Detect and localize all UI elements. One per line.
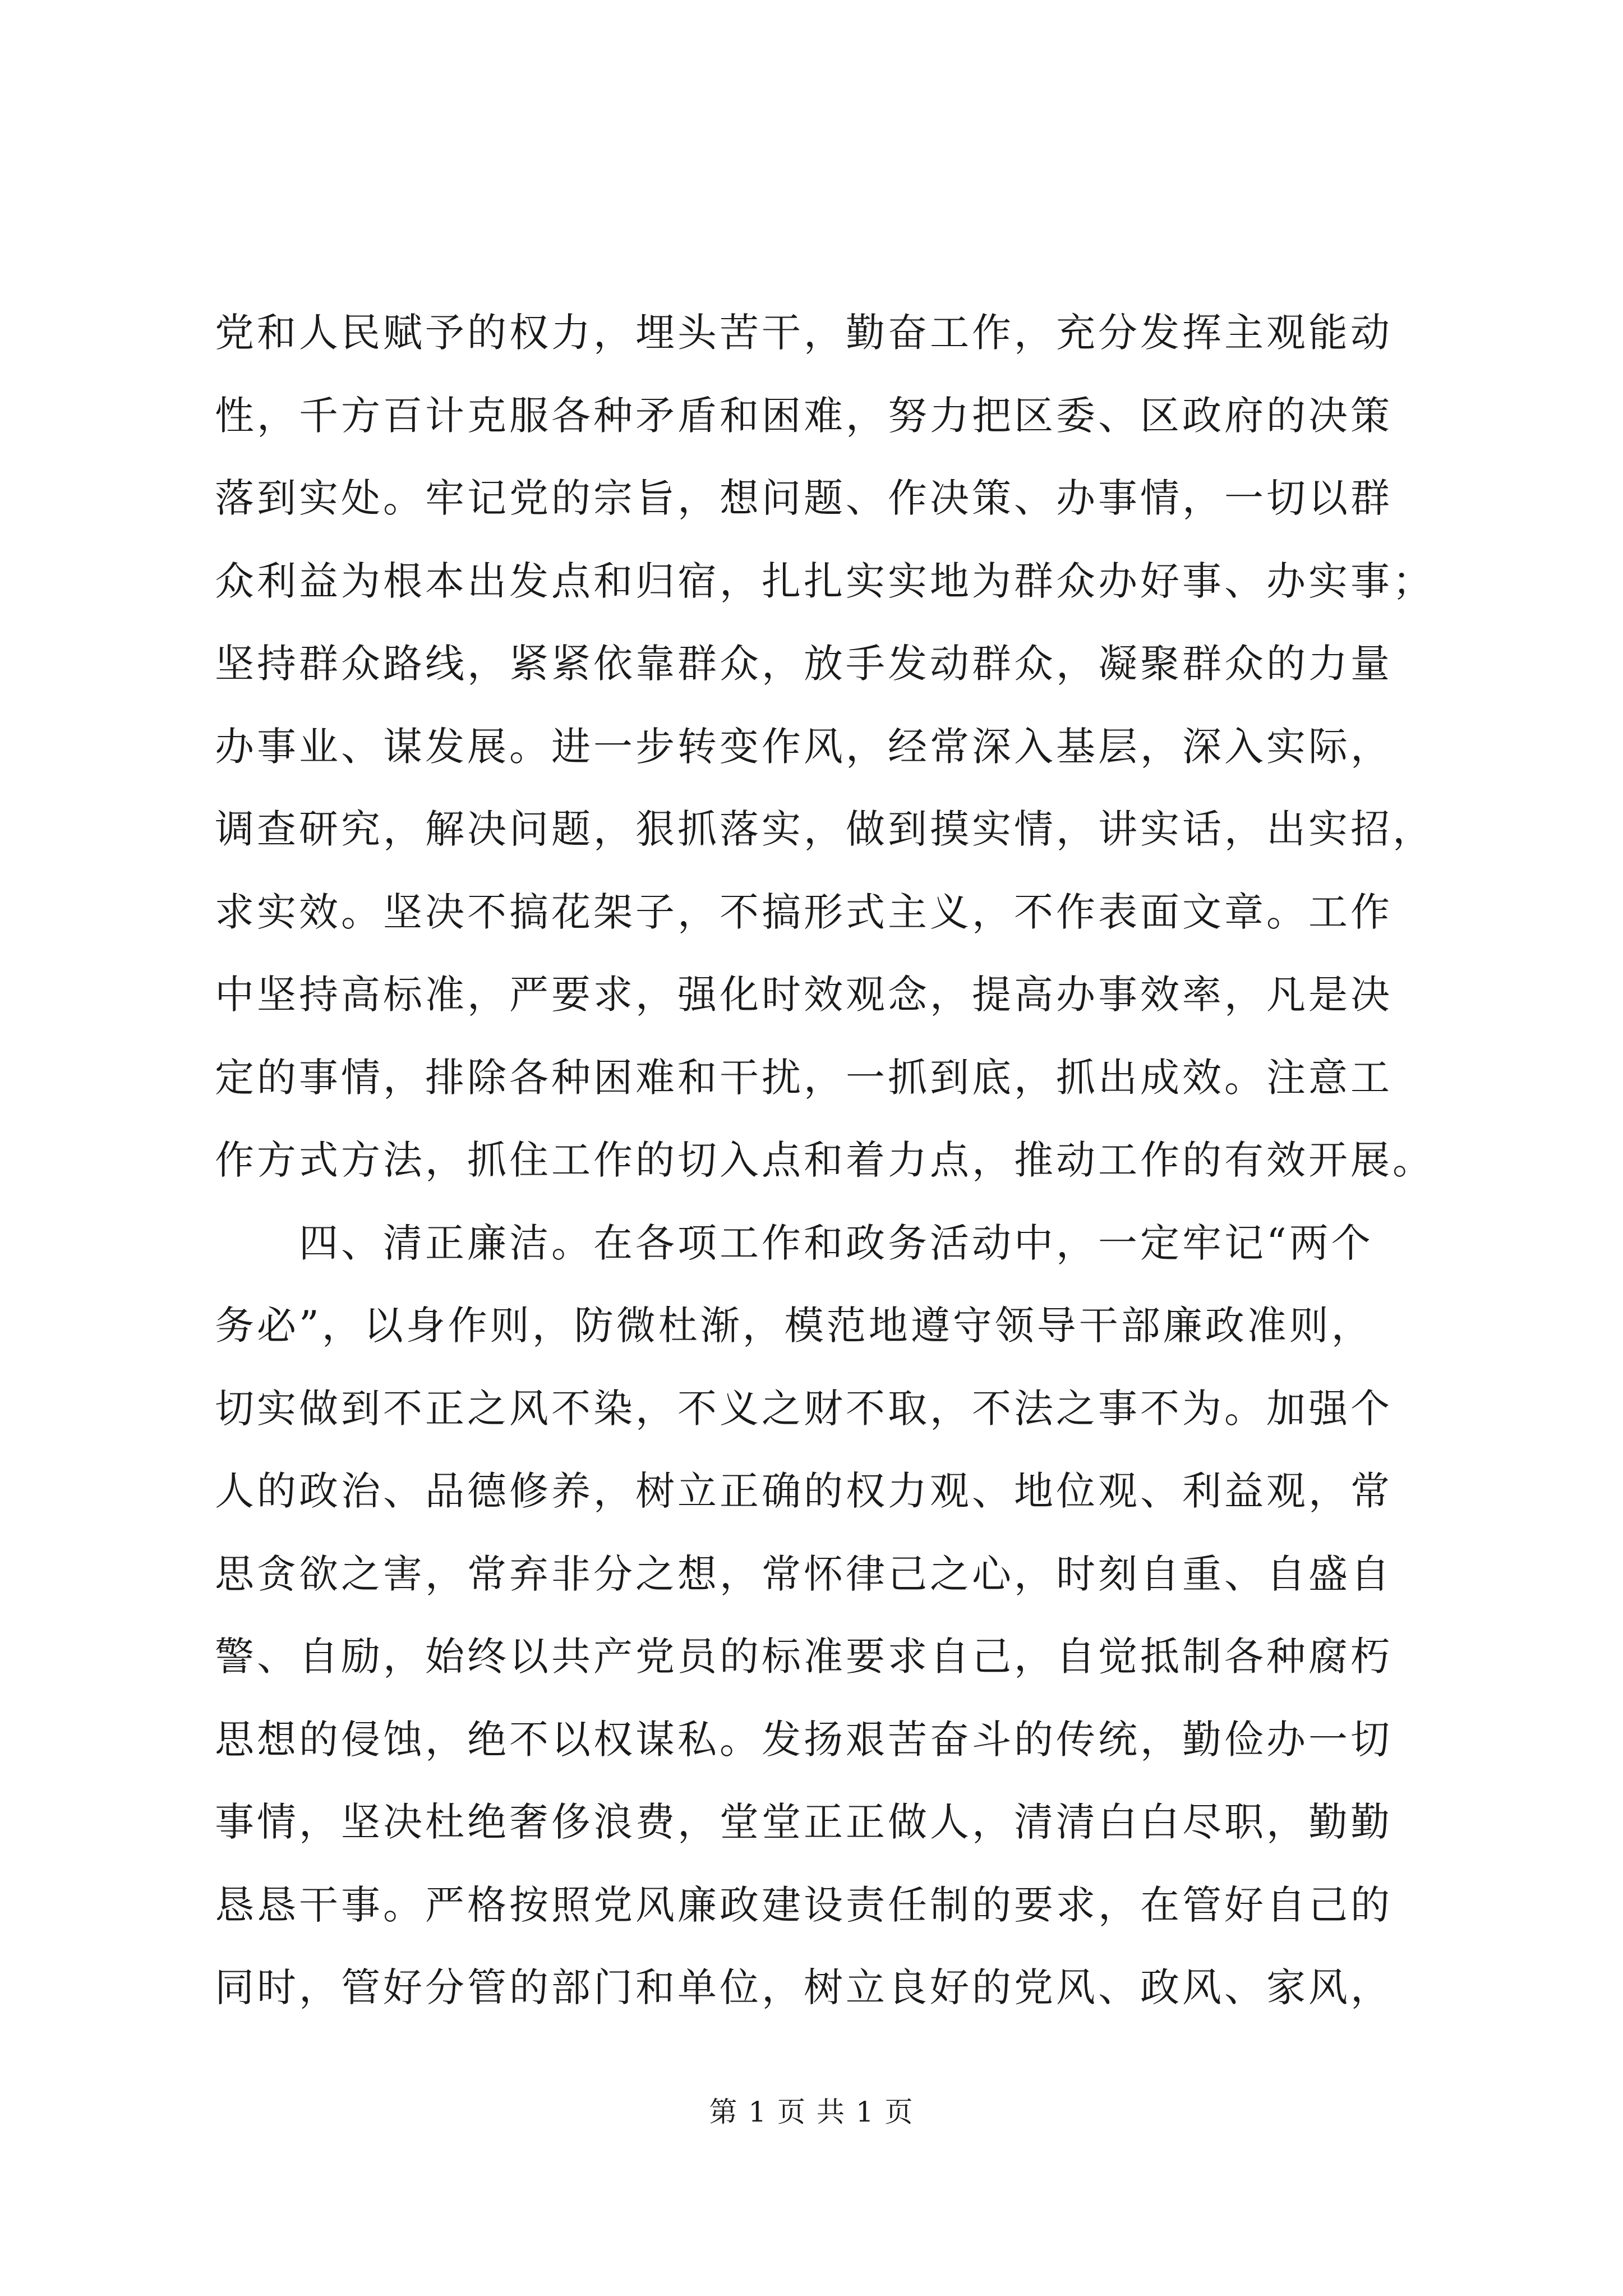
text-line: 警、自励，始终以共产党员的标准要求自己，自觉抵制各种腐朽 [215,1634,1393,1680]
text-line: 思想的侵蚀，绝不以权谋私。发扬艰苦奋斗的传统，勤俭办一切 [215,1716,1393,1763]
paragraph-start-line: 四、清正廉洁。在各项工作和政务活动中，一定牢记“两个 [299,1220,1373,1266]
text-line: 中坚持高标准，严要求，强化时效观念，提高办事效率，凡是决 [215,972,1393,1018]
text-line: 党和人民赋予的权力，埋头苦干，勤奋工作，充分发挥主观能动 [215,310,1393,356]
text-line: 坚持群众路线，紧紧依靠群众，放手发动群众，凝聚群众的力量 [215,641,1393,687]
body-text [215,292,1435,2030]
text-line: 定的事情，排除各种困难和干扰，一抓到底，抓出成效。注意工 [215,1054,1393,1101]
text-line: 同时，管好分管的部门和单位，树立良好的党风、政风、家风， [215,1964,1393,2010]
text-line: 求实效。坚决不搞花架子，不搞形式主义，不作表面文章。工作 [215,889,1393,935]
text-line: 性，千方百计克服各种矛盾和困难，努力把区委、区政府的决策 [215,392,1393,439]
text-line: 作方式方法，抓住工作的切入点和着力点，推动工作的有效开展。 [215,1137,1435,1183]
page-number-footer: 第 1 页 共 1 页 [709,2096,914,2128]
text-line: 务必”，以身作则，防微杜渐，模范地遵守领导干部廉政准则， [215,1303,1373,1349]
text-line: 办事业、谋发展。进一步转变作风，经常深入基层，深入实际， [215,723,1393,770]
text-line: 切实做到不正之风不染，不义之财不取，不法之事不为。加强个 [215,1385,1393,1432]
text-line: 恳恳干事。严格按照党风廉政建设责任制的要求，在管好自己的 [215,1881,1393,1928]
text-line: 思贪欲之害，常弃非分之想，常怀律己之心，时刻自重、自盛自 [215,1550,1393,1597]
text-line: 事情，坚决杜绝奢侈浪费，堂堂正正做人，清清白白尽职，勤勤 [215,1799,1393,1845]
text-line: 落到实处。牢记党的宗旨，想问题、作决策、办事情，一切以群 [215,475,1393,521]
text-line: 调查研究，解决问题，狠抓落实，做到摸实情，讲实话，出实招， [215,806,1435,852]
text-line: 众利益为根本出发点和归宿，扎扎实实地为群众办好事、办实事； [215,558,1435,604]
text-line: 人的政治、品德修养，树立正确的权力观、地位观、利益观，常 [215,1468,1393,1514]
